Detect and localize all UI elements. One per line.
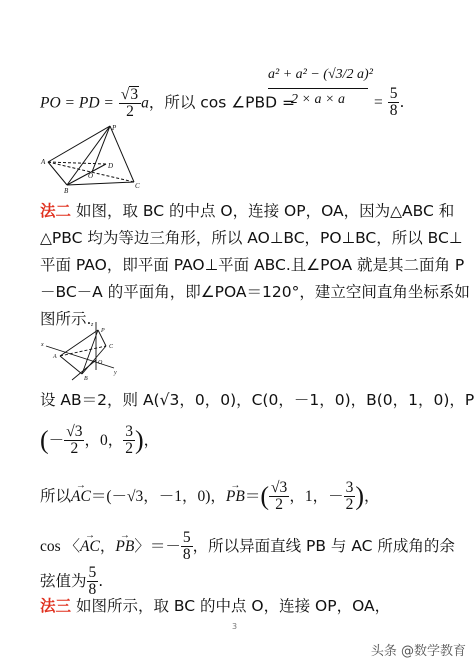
vectors-line: 所以AC →＝(－√3，－1，0)，PB →＝( $\frac{√3}{2}$ ，1，－ $\frac{3}{2}$ )， bbox=[40, 480, 380, 513]
watermark: 头条 @数学教育 bbox=[370, 644, 466, 659]
coordinate-figure-2 bbox=[40, 320, 120, 384]
label-B2: B bbox=[84, 376, 88, 382]
vector-PB: PB → bbox=[226, 487, 245, 507]
label-z: z bbox=[91, 322, 94, 328]
formula-text: ，所以 cos ∠PBD = bbox=[148, 93, 295, 112]
method-2-title: 法二 bbox=[40, 202, 72, 220]
label-B: B bbox=[64, 187, 69, 194]
label-C: C bbox=[135, 182, 140, 190]
coords-line-2: (－ $\frac{√3}{2}$ ，0， $\frac{3}{2}$ )， bbox=[40, 423, 160, 457]
formula-line-1: PO = PD = $\frac{√3}{2}$ a，所以 cos ∠PBD = bbox=[40, 86, 295, 120]
method-2-line-1: 法二 如图，取 BC 的中点 O，连接 OP，OA，因为△ABC 和 bbox=[40, 202, 455, 220]
page-number: 3 bbox=[232, 622, 238, 631]
label-A: A bbox=[41, 158, 46, 166]
label-O: O bbox=[88, 172, 94, 180]
label-x: x bbox=[41, 342, 44, 348]
method-3-title: 法三 bbox=[40, 597, 72, 615]
label-O2: O bbox=[98, 360, 103, 366]
cos-line: cos 〈AC →，PB →〉＝－ $\frac{5}{8}$ ，所以异面直线 PB 与 AC 所成角的余 bbox=[40, 530, 455, 563]
method-2-line-2: △PBC 均为等边三角形，所以 AO⊥BC，PO⊥BC，所以 BC⊥ bbox=[40, 229, 463, 247]
fraction-root3-over-2: $\frac{√3}{2}$ bbox=[119, 86, 141, 120]
fraction-5-8: $\frac{5}{8}$ bbox=[389, 85, 398, 119]
method-3-line: 法三 如图所示，取 BC 的中点 O，连接 OP，OA， bbox=[40, 597, 391, 615]
label-y: y bbox=[114, 370, 117, 376]
big-fraction: a² + a² − (√3/2 a)² 2 × a × a bbox=[268, 62, 368, 111]
conclusion-line: 弦值为 $\frac{5}{8}$ . bbox=[40, 564, 104, 598]
label-A2: A bbox=[53, 354, 57, 360]
method-2-line-5: 图所示. bbox=[40, 310, 92, 328]
label-C2: C bbox=[109, 344, 114, 350]
formula-lhs: PO = PD = bbox=[40, 94, 114, 112]
method-2-line-4: －BC－A 的平面角，即∠POA＝120°，建立空间直角坐标系如 bbox=[40, 283, 470, 301]
label-D: D bbox=[108, 162, 114, 170]
pyramid-figure-1 bbox=[40, 122, 140, 194]
label-P: P bbox=[112, 124, 117, 132]
method-2-line-3: 平面 PAO，即平面 PAO⊥平面 ABC.且∠POA 就是其二面角 P bbox=[40, 256, 465, 274]
coords-line-1: 设 AB＝2，则 A(√3，0，0)，C(0，－1，0)，B(0，1，0)，P bbox=[40, 391, 474, 409]
label-P2: P bbox=[101, 328, 105, 334]
vector-AC: AC → bbox=[71, 487, 91, 507]
formula-result: = $\frac{5}{8}$ . bbox=[374, 85, 405, 119]
